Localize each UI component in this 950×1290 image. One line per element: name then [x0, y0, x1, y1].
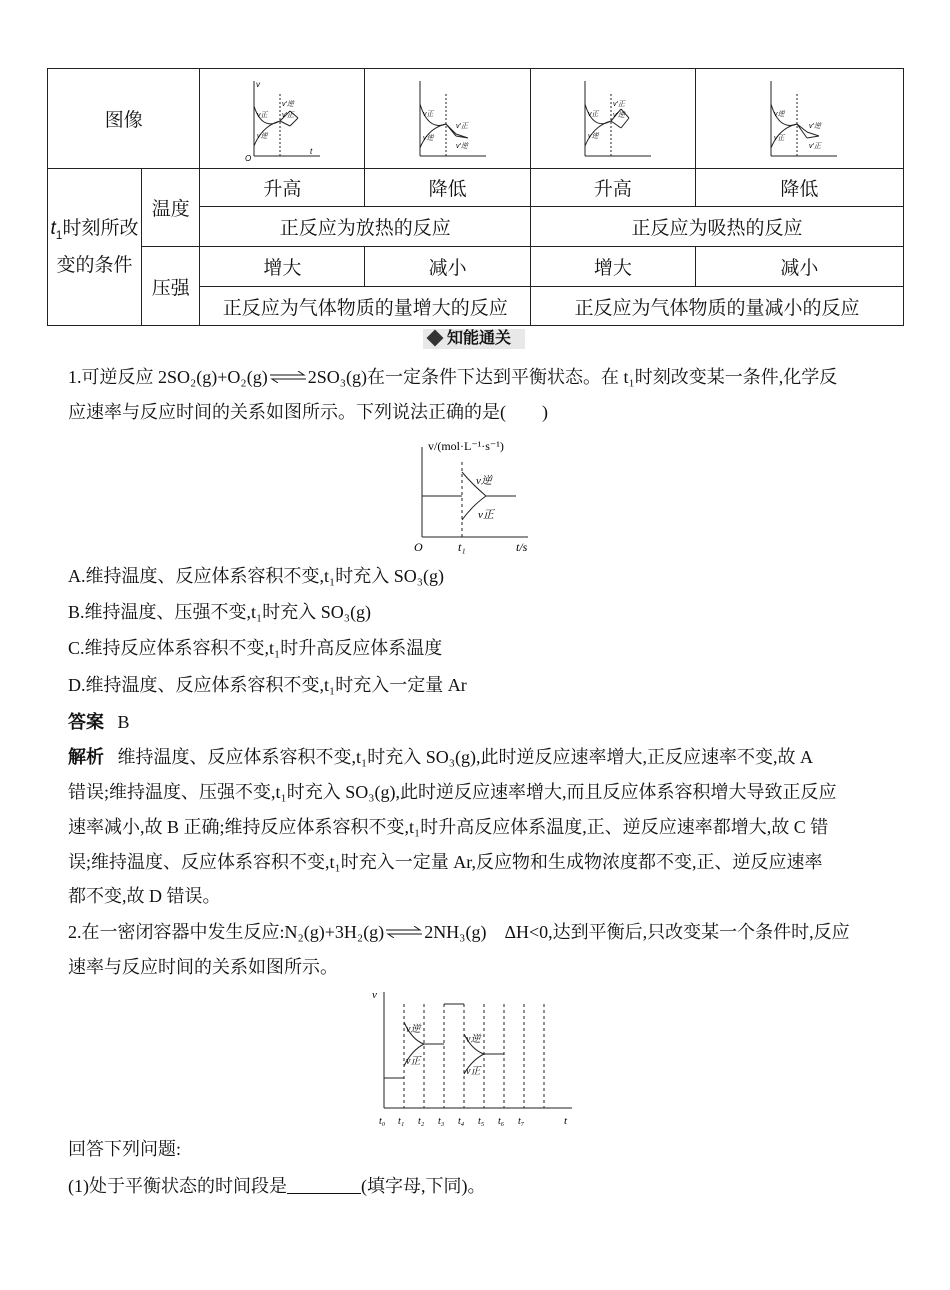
q1-rate-figure	[410, 432, 550, 554]
temp-value: 升高	[200, 169, 365, 207]
q2-sub1	[68, 1170, 883, 1203]
q1-answer	[68, 706, 883, 739]
q2-tick: t₁	[398, 1116, 405, 1127]
conditions-table	[47, 68, 904, 326]
answer-label: 答案	[68, 712, 104, 732]
analysis-label: 解析	[68, 747, 104, 767]
pressure-value: 减小	[695, 247, 903, 287]
graph-label: v′逆	[809, 123, 822, 130]
q2-t-label: t	[564, 1115, 568, 1127]
q1-analysis-line5: 都不变,故 D 错误。	[68, 886, 221, 906]
graph-cell-4	[695, 69, 903, 169]
q2-curve-label: v逆	[406, 1024, 421, 1035]
q2-sub1-suffix: (填字母,下同)。	[361, 1176, 486, 1196]
graph-cell-3	[531, 69, 696, 169]
q2-curve-label: v正	[406, 1056, 421, 1067]
answer-value: B	[117, 712, 130, 732]
q1-stem-b: 2SO₃(g)在一定条件下达到平衡状态。在 t₁时刻改变某一条件,化学反	[307, 367, 838, 387]
rate-graph-2	[408, 76, 488, 161]
q2-tick: t₂	[418, 1116, 425, 1127]
q1-option-d[interactable]: D.维持温度、反应体系容积不变,t₁时充入一定量 Ar	[68, 675, 467, 695]
condition-label	[48, 169, 142, 326]
t-subscript: 1	[55, 227, 63, 242]
q2-tick: t₄	[458, 1116, 465, 1127]
answer-blank[interactable]	[287, 1177, 361, 1194]
q2-tick: t₃	[438, 1116, 445, 1127]
banner-text: 知能通关	[447, 330, 512, 347]
temperature-label: 温度	[141, 169, 199, 247]
temp-note: 正反应为放热的反应	[200, 207, 531, 247]
q1-lower-label: v正	[478, 509, 494, 521]
q1-analysis-line1	[68, 741, 883, 774]
q1-stem-line1	[68, 361, 883, 394]
pressure-value: 增大	[200, 247, 365, 287]
graph-label: v逆	[587, 133, 599, 140]
graph-label: v逆	[257, 133, 268, 140]
q1-stem-line2: 应速率与反应时间的关系如图所示。下列说法正确的是( )	[68, 402, 548, 422]
graph-label: v正	[587, 111, 599, 118]
graph-label: v正	[774, 135, 785, 142]
q2-stem-b: 2NH₃(g) ΔH<0,达到平衡后,只改变某一个条件时,反应	[424, 922, 850, 942]
rate-graph-3	[573, 76, 653, 161]
q2-v-label: v	[372, 989, 377, 1001]
q1-option-c[interactable]: C.维持反应体系容积不变,t₁时升高反应体系温度	[68, 638, 443, 658]
temp-value: 降低	[695, 169, 903, 207]
q2-tick: t₀	[379, 1116, 386, 1127]
q2-prompt: 回答下列问题:	[68, 1139, 182, 1159]
analysis-text: 维持温度、反应体系容积不变,t₁时充入 SO₃(g),此时逆反应速率增大,正反应速率不变,故 A	[117, 747, 814, 767]
q1-analysis-line4: 误;维持温度、反应体系容积不变,t₁时充入一定量 Ar,反应物和生成物浓度都不变,正、逆反应速率	[68, 852, 823, 872]
temp-value: 升高	[531, 169, 696, 207]
q1-origin: O	[414, 540, 423, 554]
pressure-value: 减小	[365, 247, 531, 287]
graph-label: v′正	[455, 123, 468, 130]
image-row-label: 图像	[48, 69, 200, 169]
equilibrium-arrow-icon	[268, 371, 308, 383]
q1-analysis-line3: 速率减小,故 B 正确;维持反应体系容积不变,t₁时升高反应体系温度,正、逆反应速率都增大,故 C 错	[68, 817, 829, 837]
rate-graph-4	[759, 76, 839, 161]
q2-rate-figure	[368, 984, 576, 1128]
q2-tick: t₆	[498, 1116, 505, 1127]
graph-label: v′逆	[282, 101, 295, 108]
graph-label: v正	[422, 111, 434, 118]
pressure-label: 压强	[141, 247, 199, 326]
graph-cell-2	[365, 69, 531, 169]
pressure-value: 增大	[531, 247, 696, 287]
rate-graph-1	[242, 76, 322, 161]
q1-option-b[interactable]: B.维持温度、压强不变,t₁时充入 SO₃(g)	[68, 602, 372, 622]
q2-stem-a: 2.在一密闭容器中发生反应:N₂(g)+3H₂(g)	[68, 922, 385, 942]
q1-stem-a: 1.可逆反应 2SO₂(g)+O₂(g)	[68, 367, 268, 387]
graph-label: v′正	[809, 143, 822, 150]
temp-note: 正反应为吸热的反应	[531, 207, 904, 247]
origin-label: O	[245, 154, 252, 161]
diamond-icon	[427, 330, 444, 347]
q1-ylabel: v/(mol·L⁻¹·s⁻¹)	[428, 439, 504, 453]
equilibrium-arrow-icon	[384, 926, 424, 938]
section-banner	[423, 329, 525, 349]
q1-analysis-line2: 错误;维持温度、压强不变,t₁时充入 SO₃(g),此时逆反应速率增大,而且反应体系容积增大导致正反应	[68, 782, 837, 802]
q1-option-a[interactable]: A.维持温度、反应体系容积不变,t₁时充入 SO₃(g)	[68, 566, 445, 586]
condition-text: 时刻所改变的条件	[56, 217, 139, 277]
graph-label: v′逆	[612, 112, 625, 119]
pressure-note: 正反应为气体物质的量增大的反应	[200, 287, 531, 326]
q2-stem-line2: 速率与反应时间的关系如图所示。	[68, 957, 338, 977]
q2-tick: t₇	[518, 1116, 525, 1127]
graph-cell-1	[200, 69, 365, 169]
graph-label: v′正	[612, 101, 625, 108]
t-axis-label: t	[310, 147, 313, 156]
q2-stem-line1	[68, 916, 883, 949]
graph-label: v正	[257, 112, 268, 119]
q1-t1: t₁	[458, 540, 466, 554]
t-symbol: t	[50, 217, 56, 239]
pressure-note: 正反应为气体物质的量减小的反应	[531, 287, 904, 326]
graph-label: v′正	[282, 112, 295, 119]
q2-sub1-text: (1)处于平衡状态的时间段是	[68, 1176, 287, 1196]
q1-upper-label: v逆	[476, 475, 492, 487]
graph-label: v逆	[422, 135, 434, 142]
v-axis-label: v	[256, 80, 261, 89]
q2-curve-label: v正	[466, 1066, 481, 1077]
temp-value: 降低	[365, 169, 531, 207]
graph-label: v′逆	[455, 143, 468, 150]
q1-xlabel: t/s	[516, 540, 528, 554]
q2-tick: t₅	[478, 1116, 485, 1127]
q2-curve-label: v逆	[466, 1034, 481, 1045]
graph-label: v逆	[774, 111, 785, 118]
